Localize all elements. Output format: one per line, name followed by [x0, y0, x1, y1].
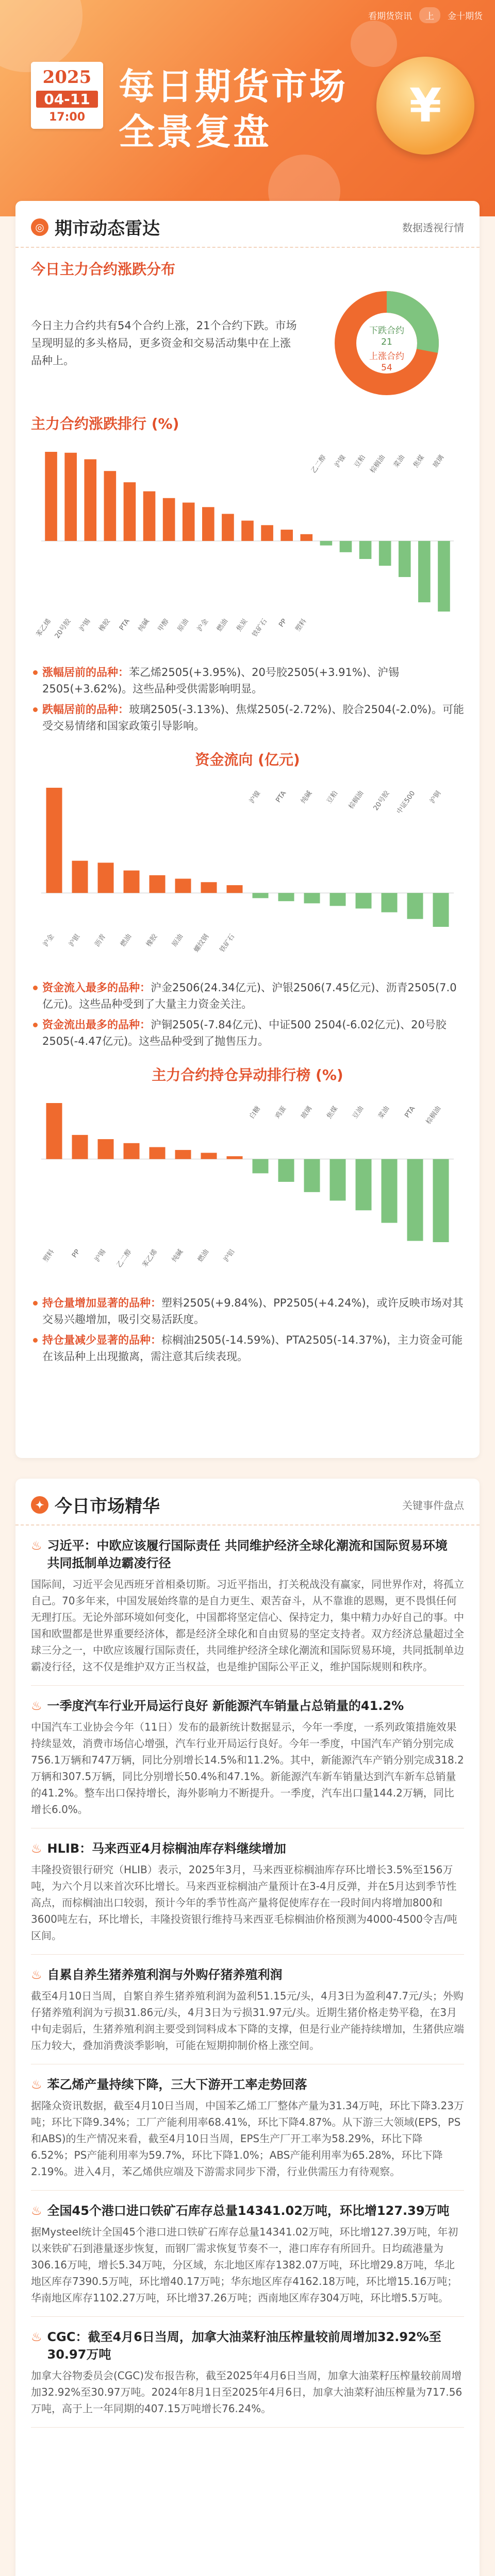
chart-bar	[359, 541, 372, 559]
chart-bar	[241, 521, 254, 541]
date-month-day: 04-11	[36, 91, 98, 108]
chart-bar	[124, 1143, 140, 1159]
topbar-brand: 金十期货	[448, 11, 483, 22]
chart-tick-label: 燃油	[119, 933, 134, 948]
chart-tick-label: 沪金	[195, 617, 210, 633]
donut-down-value: 21	[381, 337, 392, 347]
news-item-title: 习近平：中欧应该履行国际责任 共同维护经济全球化潮流和国际贸易环境 共同抵制单边霸凌行径	[47, 1538, 448, 1570]
page-title: 每日期货市场	[119, 65, 348, 108]
chart-tick-label: PTA	[274, 789, 288, 804]
chart-bar	[278, 1159, 294, 1182]
chart-bar	[227, 1156, 243, 1159]
chart-tick-label: 沪镍	[333, 453, 348, 469]
chart-tick-label: 沪锡	[78, 617, 92, 633]
news-item-title: CGC：截至4月6日当周，加拿大油菜籽油压榨量较前周增加32.92%至30.97万吨	[47, 2330, 441, 2362]
chart-tick-label: 鸡蛋	[274, 1105, 288, 1121]
distribution-section	[15, 248, 480, 402]
distribution-title: 今日主力合约涨跌分布	[31, 261, 176, 278]
chart-bar	[143, 492, 156, 541]
chart-tick-label: 豆粕	[353, 453, 367, 469]
flow-bullet-out: 资金流出最多的品种：沪铜2505(-7.84亿元)、中证500 2504(-6.02亿元)、20号胶2505(-4.47亿元)。这些品种受到了抛售压力。	[31, 1016, 464, 1049]
chart-tick-label: 沪镍	[248, 789, 262, 805]
donut-down-label: 下跌合约	[369, 326, 404, 336]
flow-chart	[31, 777, 464, 973]
news-item-body: 丰隆投资银行研究（HLIB）表示，2025年3月，马来西亚棕榈油库存环比增长3.5%至156万吨，为六个月以来首次环比增长。马来西亚棕榈油产量预计在3-4月反弹，并在5月达到季节性高点，而棕榈油出口较弱，预计今年的季节性高产量将促使库存在一段时间内将增加800和3600吨左右，环比增长，丰隆投资银行维持马来西亚毛棕榈油价格预测为4000-4500令吉/吨区间。	[31, 1863, 457, 1942]
chart-bar	[150, 875, 166, 893]
chart-bar	[98, 1139, 114, 1159]
news-item[interactable]	[31, 2076, 464, 2191]
news-item-body: 截至4月10日当周，自繁自养生猪养殖利润为盈利51.15元/头，4月3日为盈利47.7元/头；外购仔猪养殖利润为亏损31.86元/头，4月3日为亏损31.97元/头。近期生猪价格走势平稳，在3月中旬走弱后，生猪养殖利润主要受到饲料成本下降的支撑，但是行业产能持续增加，生猪供应端压力较大，叠加消费淡季影响，可能在短期抑制价格上涨空间。	[31, 1990, 464, 2052]
chart-tick-label: 原油	[171, 933, 185, 948]
news-subtitle: 关键事件盘点	[402, 1499, 464, 1512]
chart-tick-label: 苯乙烯	[141, 1248, 159, 1269]
chart-bar	[433, 893, 449, 927]
chart-bar	[407, 893, 423, 919]
chart-bar	[356, 893, 372, 908]
chart-bar	[201, 882, 217, 893]
chart-tick-label: 沪铜	[428, 789, 443, 805]
chart-bar	[382, 893, 398, 912]
chart-bar	[104, 471, 117, 541]
news-item-body: 据Mysteel统计全国45个港口进口铁矿石库存总量14341.02万吨，环比增127.39万吨，年初以来铁矿石到港量逐步恢复，而钢厂需求恢复节奏不一，港口库存有所回升。日均疏港量为306.16万吨，增长5.34万吨，分区域，东北地区库存1382.07万吨，环比增29.8万吨，华北地区库存7390.5万吨，环比增40.17万吨；华东地区库存4162.18万吨，环比增15.16万吨；华南地区库存1102.27万吨，环比增37.26万吨；西南地区库存304万吨，环比增5.5万吨。	[31, 2226, 458, 2304]
oi-chart	[31, 1093, 464, 1289]
chart-tick-label: PTA	[403, 1105, 417, 1120]
chart-bar	[418, 541, 431, 602]
chart-bar	[227, 885, 243, 893]
fire-icon: ♨	[31, 1699, 42, 1713]
rank-bullet-up: 涨幅居前的品种：苯乙烯2505(+3.95%)、20号胶2505(+3.91%)、沪锡2505(+3.62%)。这些品种受供需影响明显。	[31, 664, 464, 697]
chart-tick-label: 沪银	[68, 933, 82, 948]
news-item-title: 自累自养生猪养殖利润与外购仔猪养殖利润	[47, 1968, 283, 1982]
chart-bar	[46, 788, 62, 893]
radar-title: 期市动态雷达	[55, 218, 160, 239]
news-item[interactable]	[31, 1697, 464, 1828]
date-year: 2025	[42, 67, 92, 88]
chart-bar	[340, 541, 352, 552]
rank-section	[15, 402, 480, 734]
chart-bar	[46, 1103, 62, 1159]
chart-tick-label: 沪金	[42, 933, 56, 948]
chart-tick-label: PP	[277, 617, 289, 629]
news-card	[15, 1479, 480, 2576]
chart-tick-label: 橡胶	[97, 617, 112, 633]
donut-up-label: 上涨合约	[369, 351, 404, 362]
chart-tick-label: 纯碱	[171, 1248, 185, 1264]
news-item[interactable]	[31, 2202, 464, 2317]
chart-bar	[163, 498, 175, 541]
news-item[interactable]	[31, 1966, 464, 2064]
chart-bar	[330, 1159, 346, 1201]
donut-up-value: 54	[381, 363, 392, 373]
news-list	[15, 1537, 480, 2428]
chart-tick-label: 豆粕	[325, 789, 340, 805]
chart-bar	[150, 1147, 166, 1159]
oi-section	[15, 1054, 480, 1365]
chart-bar	[84, 459, 96, 541]
chart-bar	[72, 1135, 88, 1159]
chart-tick-label: PP	[70, 1248, 82, 1260]
chart-tick-label: 棕榈油	[424, 1105, 443, 1126]
oi-title: 主力合约持仓异动排行榜 (%)	[152, 1066, 343, 1083]
chart-tick-label: 燃油	[215, 617, 230, 633]
news-title: 今日市场精华	[55, 1496, 160, 1517]
fire-icon: ♨	[31, 1538, 42, 1553]
chart-tick-label: 白糖	[248, 1105, 262, 1121]
chart-bar	[382, 1159, 398, 1223]
chart-bar	[98, 862, 114, 893]
chart-bar	[433, 1159, 449, 1242]
news-icon: ✦	[31, 1496, 48, 1514]
distribution-donut	[309, 284, 464, 402]
chart-tick-label: 纯碱	[137, 617, 151, 633]
news-header	[15, 1479, 480, 1526]
chart-bar	[175, 1150, 191, 1159]
oi-bullet-down: 持仓量减少显著的品种：棕榈油2505(-14.59%)、PTA2505(-14.37%)，主力资金可能在该品种上出现撤离，需注意其后续表现。	[31, 1332, 464, 1365]
chart-tick-label: 苯乙烯	[35, 617, 53, 639]
distribution-text: 今日主力合约共有54个合约上涨，21个合约下跌。市场呈现明显的多头格局，更多资金和交易活动集中在上涨品种上。	[31, 319, 297, 367]
chart-tick-label: 20号胶	[372, 789, 391, 812]
chart-bar	[356, 1159, 372, 1210]
news-item[interactable]	[31, 1537, 464, 1686]
fire-icon: ♨	[31, 1968, 42, 1982]
rank-chart	[31, 442, 464, 658]
radar-header	[15, 201, 480, 248]
chart-tick-label: 焦煤	[411, 453, 426, 469]
chart-tick-label: 菜油	[392, 453, 407, 469]
rank-bullet-down: 跌幅居前的品种：玻璃2505(-3.13%)、焦煤2505(-2.72%)、胶合2504(-2.0%)。可能受交易情绪和国家政策引导影响。	[31, 701, 464, 734]
chart-bar	[407, 1159, 423, 1241]
chart-tick-label: 铁矿石	[218, 933, 237, 954]
chart-bar	[201, 1153, 217, 1159]
chart-tick-label: 燃油	[196, 1248, 211, 1264]
news-item-body: 据隆众资讯数据，截至4月10日当周，中国苯乙烯工厂整体产量为31.34万吨，环比下降3.23万吨；环比下降9.34%；工厂产能利用率68.41%，环比下降4.87%。从下游三大领域(EPS，PS和ABS)的生产情况来看，截至4月10日当周，EPS生产厂开工率为58.29%，环比下降6.52%；PS产能利用率为59.7%，环比下降1.0%；ABS产能利用率为65.28%，环比下降2.19%。进入4月，苯乙烯供应端及下游需求同步下滑，行业供需压力有待观察。	[31, 2099, 464, 2178]
chart-tick-label: 螺纹钢	[192, 933, 211, 954]
chart-bar	[399, 541, 411, 577]
topbar-text: 看期货资讯	[368, 11, 412, 22]
chart-tick-label: 橡胶	[145, 933, 159, 948]
chart-bar	[45, 452, 57, 541]
chart-tick-label: 甲醇	[156, 617, 171, 633]
chart-bar	[202, 507, 214, 541]
chart-bar	[379, 541, 391, 566]
radar-subtitle: 数据透视行情	[402, 222, 464, 234]
chart-bar	[438, 541, 450, 612]
fire-icon: ♨	[31, 1841, 42, 1856]
news-item-title: 苯乙烯产量持续下降，三大下游开工率走势回落	[47, 2077, 307, 2092]
chart-bar	[124, 482, 136, 541]
chart-tick-label: 乙二醇	[309, 453, 328, 475]
news-item-title: 全国45个港口进口铁矿石库存总量14341.02万吨，环比增127.39万吨	[47, 2204, 450, 2218]
chart-bar	[222, 514, 234, 541]
chart-bar	[253, 1159, 269, 1174]
fire-icon: ♨	[31, 2330, 42, 2344]
chart-bar	[280, 530, 293, 541]
chart-bar	[278, 893, 294, 901]
chart-tick-label: 原油	[176, 617, 190, 633]
date-box	[31, 62, 103, 129]
chart-tick-label: 焦炭	[235, 617, 250, 633]
fire-icon: ♨	[31, 2077, 42, 2092]
news-item[interactable]	[31, 1840, 464, 1955]
chart-tick-label: 沥青	[93, 933, 108, 948]
rank-title: 主力合约涨跌排行 (%)	[31, 415, 179, 432]
radar-card	[15, 201, 480, 1458]
header-banner	[0, 0, 495, 216]
news-item-body: 中国汽车工业协会今年（11日）发布的最新统计数据显示，今年一季度，一系列政策措施效果持续显效，消费市场信心增强，汽车行业开局运行良好。今年一季度，中国汽车产销分别完成756.1万辆和747万辆，同比分别增长14.5%和11.2%。其中，新能源汽车产销分别完成318.2万辆和307.5万辆，同比分别增长50.4%和47.1%。新能源汽车新车销量达到汽车新车总销量的41.2%。整车出口保持增长，海外影响力不断提升。一季度，汽车出口量144.2万辆，同比增长6.0%。	[31, 1721, 464, 1816]
chart-bar	[72, 861, 88, 893]
chart-tick-label: 沪铝	[222, 1248, 237, 1264]
chart-tick-label: 棕榈油	[347, 789, 366, 811]
chart-tick-label: 铁矿石	[251, 617, 269, 639]
chart-bar	[253, 893, 269, 898]
chart-tick-label: 棕榈油	[369, 453, 387, 475]
chart-bar	[320, 541, 333, 546]
chart-tick-label: 豆油	[351, 1105, 366, 1121]
chart-tick-label: 乙二醇	[115, 1248, 134, 1269]
chart-tick-label: PTA	[118, 617, 131, 632]
chart-bar	[64, 453, 77, 541]
radar-icon: ◎	[31, 218, 48, 236]
oi-bullet-up: 持仓量增加显著的品种：塑料2505(+9.84%)、PP2505(+4.24%)，或许反映市场对其交易兴趣增加，吸引交易活跃度。	[31, 1295, 464, 1328]
chart-bar	[330, 893, 346, 906]
chart-tick-label: 中证500	[395, 789, 417, 816]
news-item-body: 加拿大谷物委员会(CGC)发布报告称，截至2025年4月6日当周，加拿大油菜籽压榨量较前周增加32.92%至30.97万吨。2024年8月1日至2025年4月6日，加拿大油菜籽油压榨量为717.56万吨，高于上一年同期的407.15万吨增长76.24%。	[31, 2369, 463, 2415]
flow-section	[15, 738, 480, 1049]
page-subtitle: 全景复盘	[119, 111, 271, 153]
news-item-body: 国际间，习近平会见西班牙首相桑切斯。习近平指出，打关税战没有赢家，同世界作对，将孤立自己。70多年来，中国发展始终靠的是自力更生、艰苦奋斗，从不靠谁的恩赐，更不畏惧任何无理打压。无论外部环境如何变化，中国都将坚定信心、保持定力，集中精力办好自己的事。中国和欧盟都是世界重要经济体，都是经济全球化和自由贸易的坚定支持者。双方经济总量超过全球三分之一，中欧应该履行国际责任，共同维护经济全球化潮流和国际贸易环境，共同抵制单边霸凌行径，这不仅是维护双方正当权益，也是维护国际公平正义，维护国际规则和秩序。	[31, 1578, 464, 1673]
fire-icon: ♨	[31, 2204, 42, 2218]
chart-bar	[124, 871, 140, 893]
chart-bar	[300, 534, 312, 541]
chart-tick-label: 沪锡	[93, 1248, 108, 1264]
flow-title: 资金流向 (亿元)	[195, 751, 300, 768]
chart-bar	[183, 503, 195, 541]
chart-tick-label: 塑料	[42, 1248, 56, 1264]
chart-bar	[261, 525, 273, 541]
chart-tick-label: 纯碱	[300, 789, 314, 805]
chart-tick-label: 塑料	[294, 617, 308, 633]
news-item[interactable]	[31, 2328, 464, 2428]
news-item-title: 一季度汽车行业开局运行良好 新能源汽车销量占总销量的41.2%	[47, 1699, 404, 1713]
chart-bar	[175, 879, 191, 893]
chart-tick-label: 20号胶	[53, 617, 73, 640]
chart-tick-label: 焦煤	[325, 1105, 340, 1121]
flow-bullet-in: 资金流入最多的品种：沪金2506(24.34亿元)、沪银2506(7.45亿元)、沥青2505(7.0亿元)。这些品种受到了大量主力资金关注。	[31, 979, 464, 1012]
news-item-title: HLIB：马来西亚4月棕榈油库存料继续增加	[47, 1841, 286, 1856]
chart-tick-label: 玻璃	[432, 453, 446, 469]
chart-tick-label: 菜油	[377, 1105, 391, 1121]
coin-icon: ¥	[376, 57, 474, 155]
chart-bar	[304, 1159, 320, 1192]
chart-tick-label: 玻璃	[300, 1105, 314, 1121]
chart-bar	[304, 893, 320, 903]
header-topbar	[368, 7, 483, 23]
date-time: 17:00	[48, 111, 86, 124]
topbar-pill[interactable]: 上	[419, 7, 440, 23]
